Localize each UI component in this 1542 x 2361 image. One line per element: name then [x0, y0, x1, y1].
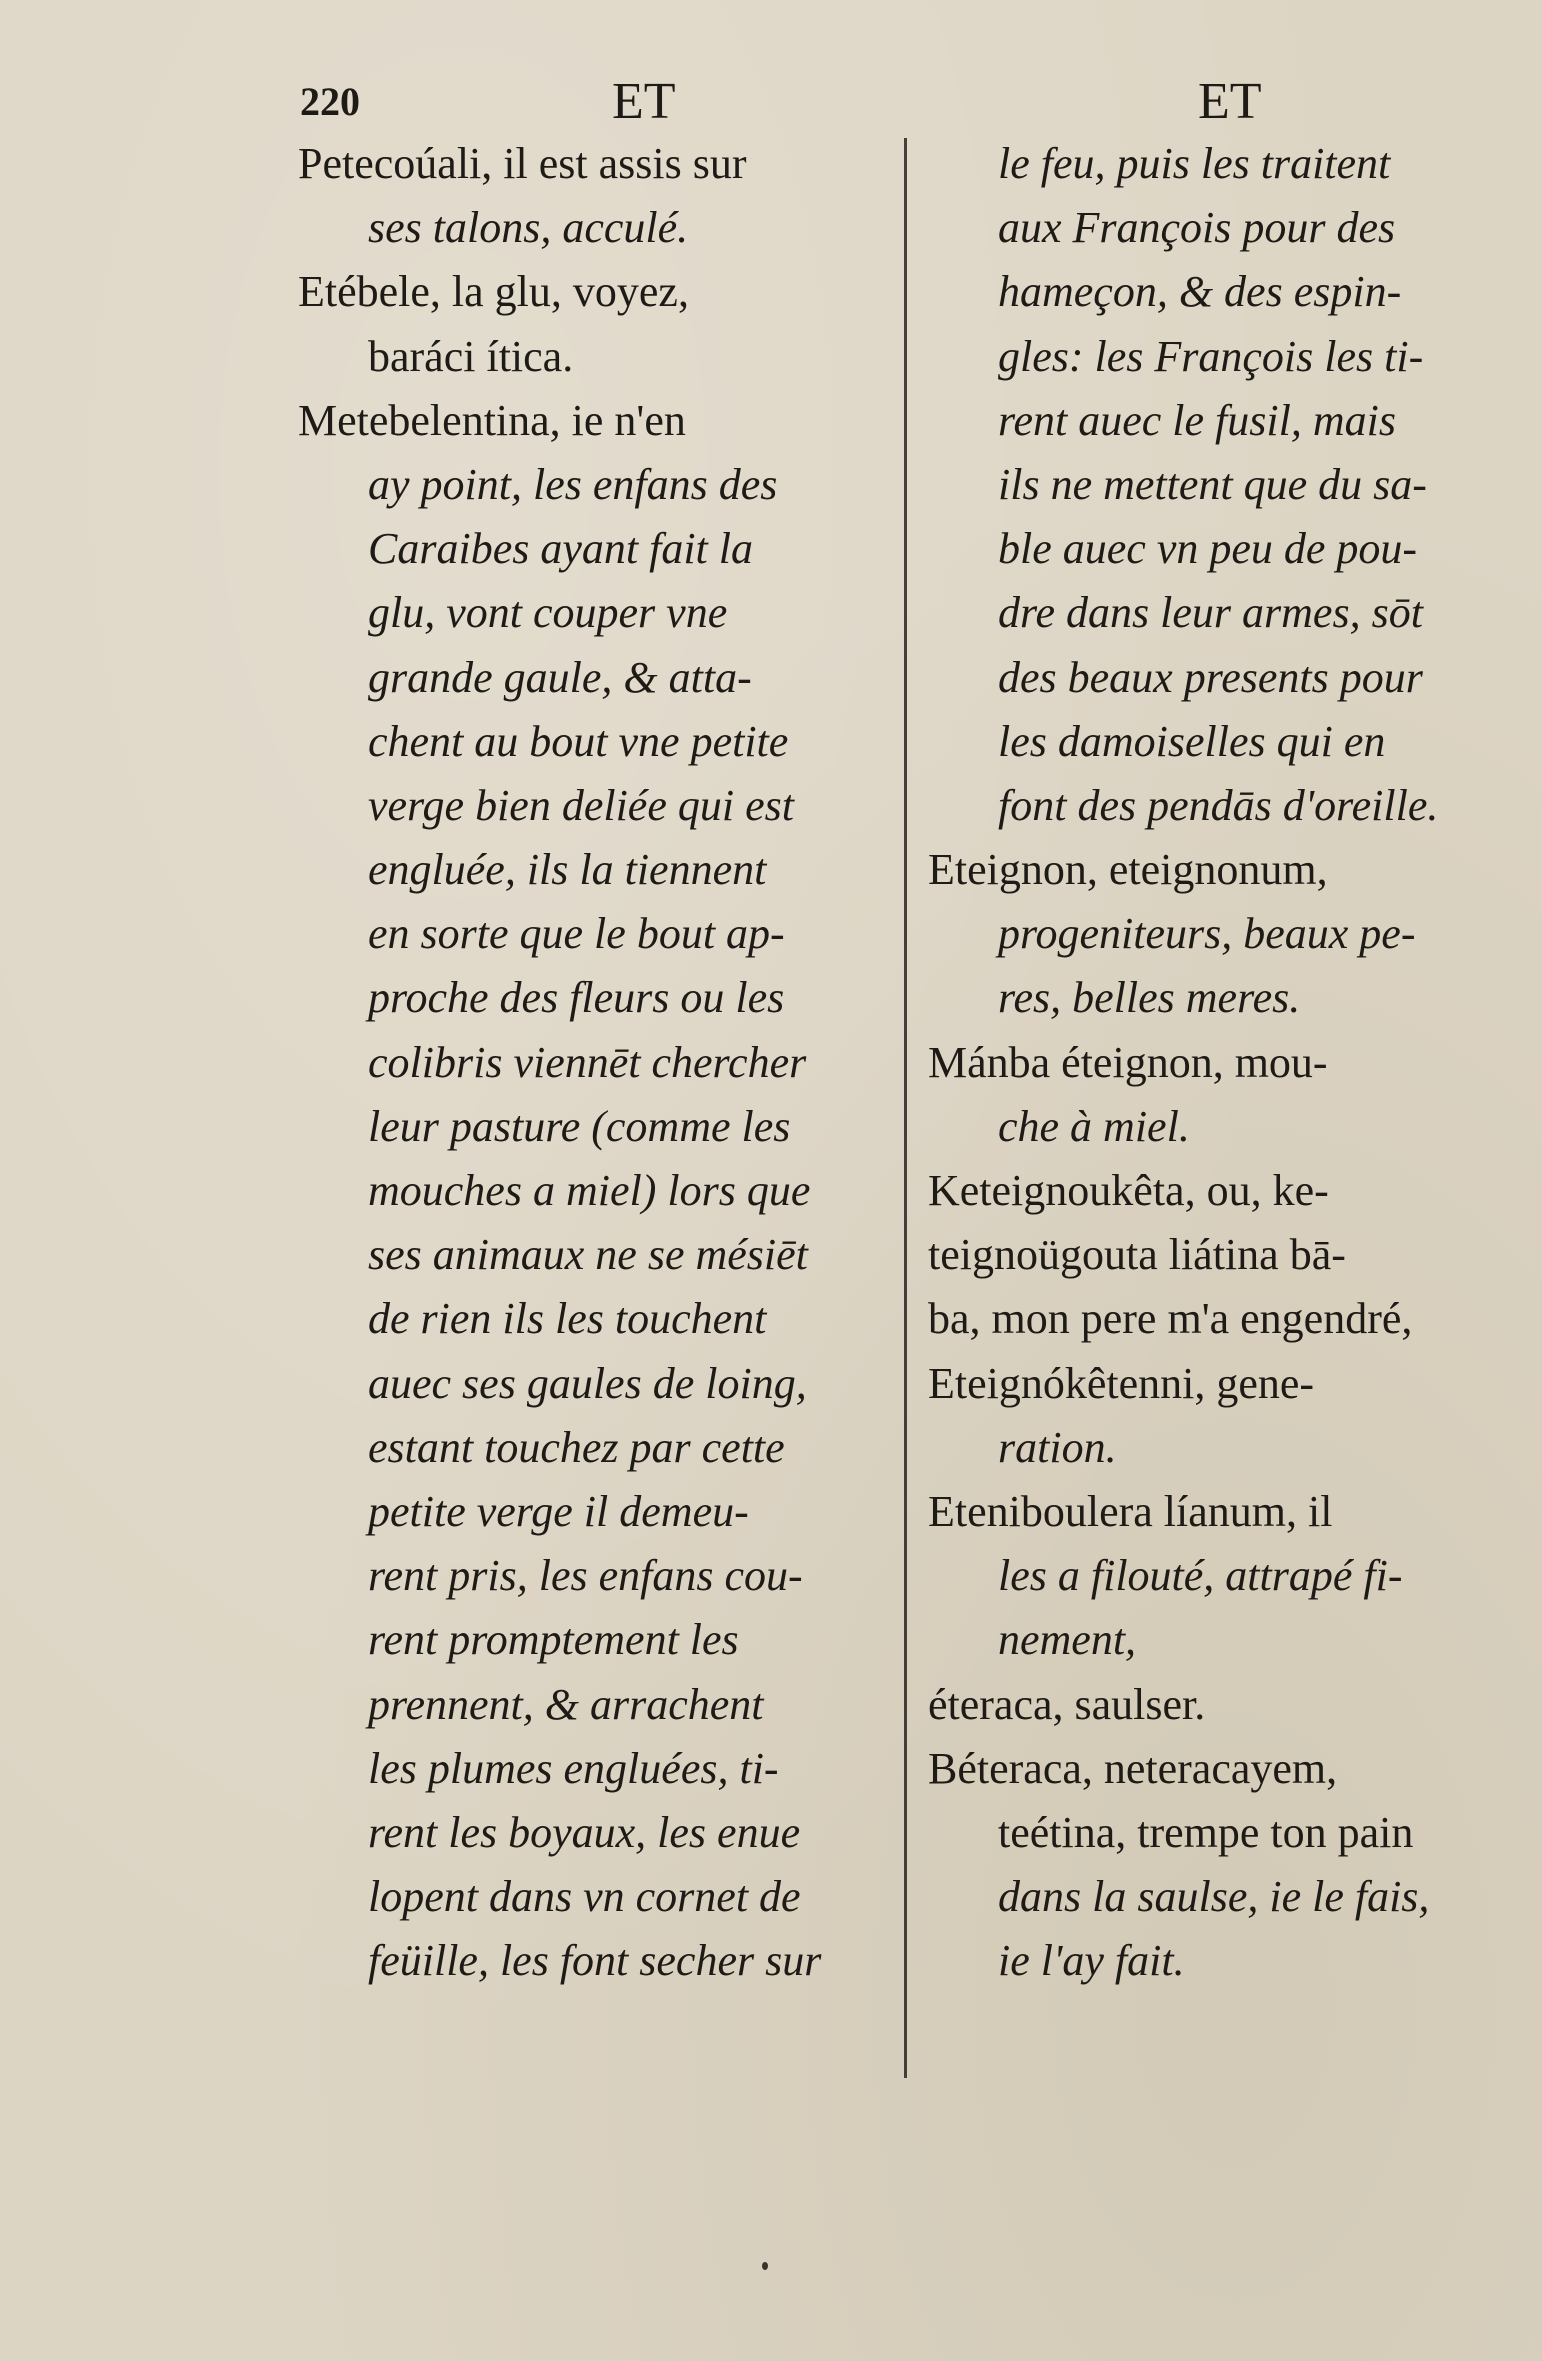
right-line: ie l'ay fait.	[998, 1936, 1185, 1986]
right-line: Eteignon, eteignonum,	[928, 845, 1328, 895]
right-line: dans la saulse, ie le fais,	[998, 1872, 1430, 1922]
left-line: lopent dans vn cornet de	[368, 1872, 801, 1922]
right-line: le feu, puis les traitent	[998, 139, 1391, 188]
left-line: petite verge il demeu-	[368, 1486, 749, 1536]
right-line: font des pendās d'oreille.	[998, 780, 1439, 830]
left-line: Caraibes ayant fait la	[368, 524, 753, 574]
left-line: verge bien deliée qui est	[368, 780, 794, 830]
left-line: en sorte que le bout ap-	[368, 909, 785, 959]
left-line: feüille, les font secher sur	[368, 1936, 822, 1986]
left-line: glu, vont couper vne	[368, 588, 728, 638]
left-line: Etébele, la glu, voyez,	[298, 267, 689, 317]
right-line: teétina, trempe ton pain	[998, 1807, 1414, 1857]
right-line: les a filouté, attrapé fi-	[998, 1551, 1403, 1601]
left-line: les plumes engluées, ti-	[368, 1743, 779, 1793]
running-head-left: ET	[612, 73, 676, 130]
right-line: ba, mon pere m'a engendré,	[928, 1294, 1413, 1344]
left-line: chent au bout vne petite	[368, 716, 789, 766]
left-line: engluée, ils la tiennent	[368, 845, 767, 895]
right-column	[928, 132, 1508, 1993]
left-line: ay point, les enfans des	[368, 459, 778, 509]
right-line: ils ne mettent que du sa-	[998, 459, 1427, 509]
right-line: res, belles meres.	[998, 973, 1301, 1023]
left-line: rent pris, les enfans cou-	[368, 1551, 803, 1601]
left-line: rent promptement les	[368, 1615, 739, 1665]
left-line: de rien ils les touchent	[368, 1294, 767, 1344]
right-line: nement,	[998, 1615, 1137, 1665]
left-line: prennent, & arrachent	[368, 1679, 764, 1729]
right-line: Eteniboulera líanum, il	[928, 1486, 1333, 1536]
left-line: ses animaux ne se mésiēt	[368, 1230, 808, 1280]
right-line: des beaux presents pour	[998, 652, 1423, 702]
right-line: Mánba éteignon, mou-	[928, 1037, 1328, 1087]
right-line: progeniteurs, beaux pe-	[998, 909, 1416, 959]
right-line: hameçon, & des espin-	[998, 267, 1402, 317]
ink-speck	[762, 2262, 768, 2270]
left-line: Metebelentina, ie n'en	[298, 395, 686, 445]
left-line: rent les boyaux, les enue	[368, 1807, 801, 1857]
left-line: leur pasture (comme les	[368, 1101, 791, 1151]
right-line: Béteraca, neteracayem,	[928, 1743, 1338, 1793]
left-line: estant touchez par cette	[368, 1422, 785, 1472]
right-line: ble auec vn peu de pou-	[998, 524, 1418, 574]
page-number: 220	[300, 79, 360, 124]
left-line: colibris viennēt chercher	[368, 1037, 807, 1087]
right-line: dre dans leur armes, sōt	[998, 588, 1423, 638]
left-line: baráci ítica.	[368, 331, 574, 381]
right-line: rent auec le fusil, mais	[998, 395, 1396, 445]
left-column	[298, 132, 898, 1993]
left-line: ses talons, acculé.	[368, 203, 689, 253]
right-line: gles: les François les ti-	[998, 331, 1424, 381]
left-line: Petecoúali, il est assis sur	[298, 139, 747, 188]
right-line: che à miel.	[998, 1101, 1190, 1151]
right-line: Keteignoukêta, ou, ke-	[928, 1166, 1329, 1215]
left-line: auec ses gaules de loing,	[368, 1358, 807, 1408]
right-line: les damoiselles qui en	[998, 716, 1386, 766]
right-line: teignoügouta liátina bā-	[928, 1230, 1346, 1280]
left-line: proche des fleurs ou les	[368, 973, 785, 1023]
right-line: éteraca, saulser.	[928, 1679, 1206, 1729]
right-line: ration.	[998, 1422, 1117, 1472]
right-line: aux François pour des	[998, 203, 1396, 253]
running-head-right: ET	[1198, 73, 1262, 130]
left-line: grande gaule, & atta-	[368, 652, 752, 702]
column-divider	[904, 138, 907, 2078]
left-line: mouches a miel) lors que	[368, 1166, 811, 1215]
right-line: Eteignókêtenni, gene-	[928, 1358, 1315, 1408]
